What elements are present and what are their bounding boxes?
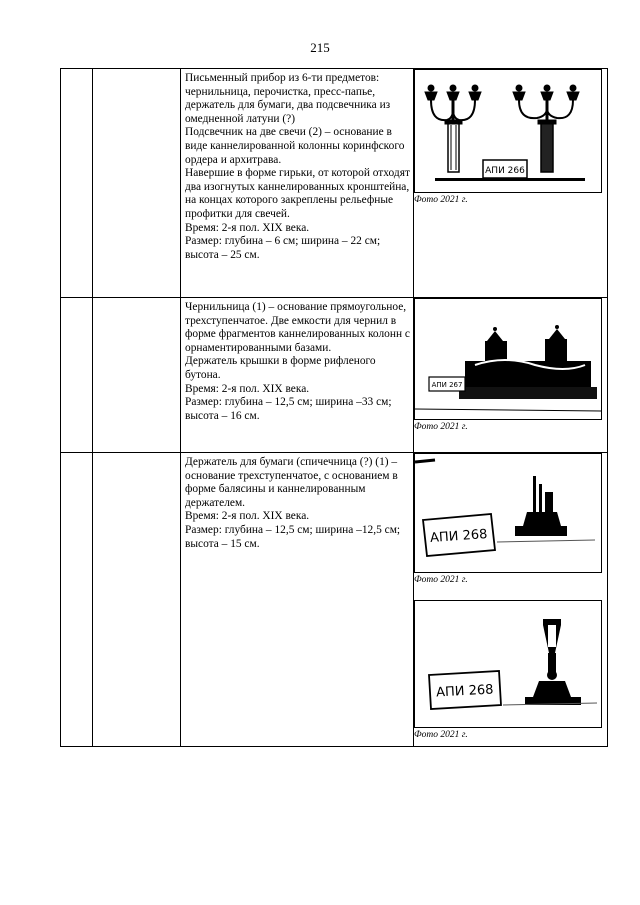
photo-caption: Фото 2021 г. <box>414 575 468 585</box>
paper-holder-photo <box>414 600 602 728</box>
description-text: Держатель для бумаги (спичечница (?) (1) – основание трехступенчатое, с основанием в форме балясины и каннелированным держателем. <box>185 456 398 509</box>
description-text: Держатель крышки в форме рифленого бутона. <box>185 355 376 381</box>
photo-label: АПИ 268 <box>429 527 488 546</box>
description-text: Размер: глубина – 6 см; ширина – 22 см; высота – 25 см. <box>185 235 381 261</box>
index-cell <box>61 69 93 298</box>
description-text: Время: 2-я пол. XIX века. <box>185 382 310 395</box>
description-text: Навершие в форме гирьки, от которой отходят два изогнутых каннелированных кронштейна, на концах которого закреплены рельефные профитки для свечей. <box>185 167 410 220</box>
description-text: Время: 2-я пол. XIX века. <box>185 510 310 523</box>
inkwell-photo <box>414 298 602 420</box>
description-cell <box>181 298 414 453</box>
table-row <box>61 69 608 298</box>
description-cell <box>181 69 414 298</box>
photo-label: АПИ 267 <box>431 381 463 389</box>
photo-caption: Фото 2021 г. <box>414 195 468 205</box>
candlestick-photo <box>414 69 602 193</box>
paper-holder-photo <box>414 453 602 573</box>
description-text: Чернильница (1) – основание прямоугольное, трехступенчатое. Две емкости для чернил в форме фрагментов каннелированных колонн с орнаментированными базами. <box>185 301 410 354</box>
description-text: Подсвечник на две свечи (2) – основание в виде каннелированной колонны коринфского ордера и архитрава. <box>185 126 405 166</box>
table-row <box>61 453 608 747</box>
photo-cell <box>414 69 608 298</box>
description-text: Размер: глубина – 12,5 см; ширина –12,5 см; высота – 15 см. <box>185 523 401 550</box>
description-text: Время: 2-я пол. XIX века. <box>185 221 310 234</box>
description-text: Письменный прибор из 6-ти предметов: чернильница, перочистка, пресс-папье, держатель для бумаги, два подсвечника из омедненной латуни (?) <box>185 72 391 125</box>
description-text: Размер: глубина – 12,5 см; ширина –33 см; высота – 16 см. <box>185 396 392 422</box>
index-cell <box>61 453 93 747</box>
photo-label: АПИ 268 <box>435 682 494 701</box>
index-cell <box>61 298 93 453</box>
photo-label: АПИ 266 <box>485 166 525 176</box>
catalog-table <box>60 68 608 747</box>
description-cell <box>181 453 414 747</box>
photo-cell <box>414 453 608 747</box>
photo-caption: Фото 2021 г. <box>414 422 468 432</box>
page-number: 215 <box>310 40 330 55</box>
inventory-cell <box>93 298 181 453</box>
inventory-cell <box>93 69 181 298</box>
photo-cell <box>414 298 608 453</box>
table-row <box>61 298 608 453</box>
photo-caption: Фото 2021 г. <box>414 730 468 740</box>
inventory-cell <box>93 453 181 747</box>
